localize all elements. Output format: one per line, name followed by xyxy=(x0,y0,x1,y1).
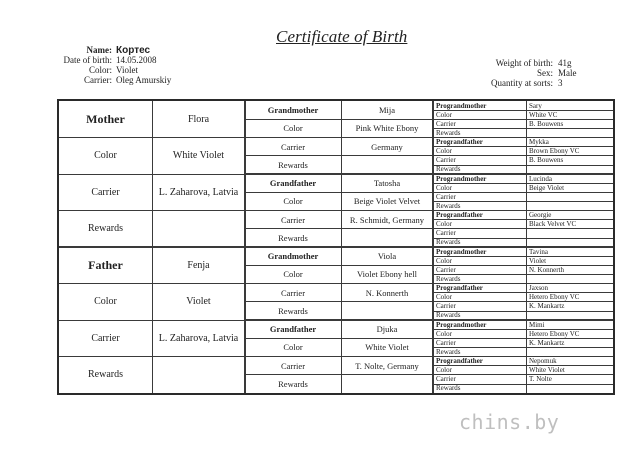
grandparent-color-label: Color xyxy=(283,196,303,207)
grandparent-role-value: Tatosha xyxy=(373,178,401,189)
carrier-row xyxy=(57,75,171,85)
greatgrandparent-carrier-value: B. Bouwens xyxy=(529,156,564,165)
greatgrandparent-rewards-label: Rewards xyxy=(436,165,461,174)
greatgrandparent-carrier-value: B. Bouwens xyxy=(529,119,564,128)
grandparent-color-label: Color xyxy=(283,123,303,134)
greatgrandparent-color-value: White VC xyxy=(529,110,558,119)
greatgrandparent-rewards-label: Rewards xyxy=(436,201,461,210)
grid-line xyxy=(433,384,613,385)
color-label: Color: xyxy=(88,65,112,75)
parent-carrier-label: Carrier xyxy=(91,186,120,198)
grandparent-role-label: Grandfather xyxy=(269,324,317,335)
carrier-value: Oleg Amurskiy xyxy=(116,75,172,85)
weight-value: 41g xyxy=(558,58,572,68)
grandparent-color-value: Violet Ebony hell xyxy=(357,269,417,280)
parent-carrier-value: L. Zaharova, Latvia xyxy=(158,186,239,198)
greatgrandparent-rewards-label: Rewards xyxy=(436,238,461,247)
quantity-row xyxy=(463,78,577,88)
grid-line xyxy=(433,374,613,375)
name-row xyxy=(57,45,171,55)
greatgrandparent-role-label: Prograndfather xyxy=(436,284,483,293)
greatgrandparent-carrier-value xyxy=(526,229,613,238)
parent-color-label: Color xyxy=(94,296,117,308)
greatgrandparent-rewards-value xyxy=(526,384,613,393)
greatgrandparent-color-value: Hetero Ebony VC xyxy=(529,293,580,302)
greatgrandparent-role-label: Prograndmother xyxy=(436,174,487,183)
greatgrandparent-role-value: Sary xyxy=(529,101,542,110)
weight-label: Weight of birth: xyxy=(495,58,553,68)
grid-line xyxy=(433,201,613,202)
grid-line xyxy=(433,137,613,138)
grandparent-carrier-label: Carrier xyxy=(280,214,306,225)
greatgrandparent-role-label: Prograndfather xyxy=(436,138,483,147)
grid-line xyxy=(433,283,613,284)
parent-role-label: Father xyxy=(88,257,123,272)
greatgrandparent-carrier-label: Carrier xyxy=(436,375,456,384)
greatgrandparent-carrier-label: Carrier xyxy=(436,338,456,347)
greatgrandparent-carrier-label: Carrier xyxy=(436,119,456,128)
grid-line xyxy=(433,338,613,339)
greatgrandparent-rewards-label: Rewards xyxy=(436,311,461,320)
grid-line xyxy=(245,283,433,284)
greatgrandparent-role-value: Jaxson xyxy=(529,284,549,293)
greatgrandparent-rewards-label: Rewards xyxy=(436,384,461,393)
greatgrandparent-color-value: Black Velvet VC xyxy=(529,220,577,229)
grandparent-carrier-label: Carrier xyxy=(280,287,306,298)
greatgrandparent-color-label: Color xyxy=(436,256,452,265)
parent-carrier-value: L. Zaharova, Latvia xyxy=(158,332,239,344)
grandparent-role-value: Djuka xyxy=(376,324,398,335)
dob-label: Date of birth: xyxy=(63,55,112,65)
animal-info-left xyxy=(57,45,171,85)
sex-value: Male xyxy=(558,68,577,78)
grandparent-role-value: Mija xyxy=(378,105,396,116)
parent-color-value: Violet xyxy=(186,296,211,308)
grandparent-carrier-label: Carrier xyxy=(280,141,306,152)
greatgrandparent-role-value: Lucinda xyxy=(529,174,552,183)
grandparent-rewards-label: Rewards xyxy=(278,305,308,316)
grandparent-color-value: Pink White Ebony xyxy=(355,123,419,134)
grid-line xyxy=(433,311,613,312)
parent-color-label: Color xyxy=(94,150,117,162)
grid-line xyxy=(433,365,613,366)
greatgrandparent-color-value: Hetero Ebony VC xyxy=(529,329,580,338)
greatgrandparent-carrier-value: K. Mankartz xyxy=(529,302,565,311)
grandparent-rewards-value xyxy=(341,302,433,320)
grid-line xyxy=(433,183,613,184)
parent-rewards-label: Rewards xyxy=(88,369,123,381)
grandparent-rewards-value xyxy=(341,229,433,247)
grid-line xyxy=(245,301,433,302)
greatgrandparent-role-value: Mimi xyxy=(529,320,545,329)
quantity-label: Quantity at sorts: xyxy=(491,78,553,88)
grid-line xyxy=(152,101,153,393)
grandparent-color-value: Beige Violet Velvet xyxy=(353,196,421,207)
grid-line xyxy=(433,192,613,193)
grandparent-rewards-value xyxy=(341,375,433,393)
quantity-value: 3 xyxy=(558,78,563,88)
greatgrandparent-color-label: Color xyxy=(436,147,452,156)
greatgrandparent-role-value: Tavina xyxy=(529,247,548,256)
grid-line xyxy=(433,292,613,293)
grandparent-carrier-value: R. Schmidt, Germany xyxy=(349,214,425,225)
grid-line xyxy=(433,274,613,275)
parent-rewards-value xyxy=(152,357,245,394)
grid-line xyxy=(245,338,433,339)
greatgrandparent-color-label: Color xyxy=(436,183,452,192)
grid-line xyxy=(433,210,613,211)
grid-line xyxy=(245,137,433,138)
greatgrandparent-color-label: Color xyxy=(436,220,452,229)
grid-line xyxy=(245,192,433,193)
grid-line xyxy=(245,356,433,357)
grid-line xyxy=(245,119,433,120)
greatgrandparent-role-label: Prograndfather xyxy=(436,357,483,366)
greatgrandparent-color-value: White Violet xyxy=(529,366,565,375)
greatgrandparent-color-value: Violet xyxy=(529,256,547,265)
greatgrandparent-carrier-label: Carrier xyxy=(436,192,456,201)
grid-line xyxy=(433,146,613,147)
dob-value: 14.05.2008 xyxy=(116,55,157,65)
grandparent-rewards-label: Rewards xyxy=(278,232,308,243)
grandparent-carrier-value: N. Konnerth xyxy=(365,287,409,298)
greatgrandparent-role-label: Prograndfather xyxy=(436,211,483,220)
animal-name: Кортес xyxy=(116,45,151,56)
grid-line xyxy=(245,155,433,156)
grid-line xyxy=(245,210,433,211)
sex-label: Sex: xyxy=(536,68,553,78)
grid-line xyxy=(433,219,613,220)
grid-line xyxy=(433,356,613,357)
greatgrandparent-color-value: Beige Violet xyxy=(529,183,565,192)
grid-line xyxy=(433,347,613,348)
greatgrandparent-color-value: Brown Ebony VC xyxy=(529,147,580,156)
grid-line xyxy=(245,374,433,375)
grandparent-rewards-value xyxy=(341,156,433,174)
pedigree-table xyxy=(57,99,615,395)
grandparent-rewards-label: Rewards xyxy=(278,378,308,389)
greatgrandparent-carrier-label: Carrier xyxy=(436,229,456,238)
grid-line xyxy=(433,228,613,229)
greatgrandparent-color-label: Color xyxy=(436,293,452,302)
greatgrandparent-carrier-value: K. Mankartz xyxy=(529,338,565,347)
parent-rewards-label: Rewards xyxy=(88,223,123,235)
grid-line xyxy=(433,110,613,111)
greatgrandparent-carrier-label: Carrier xyxy=(436,302,456,311)
grid-line xyxy=(341,101,342,393)
grandparent-role-label: Grandmother xyxy=(267,105,319,116)
grid-line xyxy=(433,155,613,156)
animal-info-right xyxy=(463,58,577,88)
greatgrandparent-color-label: Color xyxy=(436,366,452,375)
color-value: Violet xyxy=(116,65,138,75)
grandparent-carrier-label: Carrier xyxy=(280,360,306,371)
name-label: Name: xyxy=(86,45,112,55)
grandparent-color-value: White Violet xyxy=(365,342,409,353)
greatgrandparent-role-label: Prograndmother xyxy=(436,247,487,256)
grid-line xyxy=(59,246,613,248)
grid-line xyxy=(432,101,434,393)
greatgrandparent-role-value: Nepomuk xyxy=(529,357,557,366)
grandparent-color-label: Color xyxy=(283,342,303,353)
grid-line xyxy=(245,265,433,266)
greatgrandparent-role-label: Prograndmother xyxy=(436,101,487,110)
greatgrandparent-carrier-value: T. Nolte xyxy=(529,375,552,384)
dob-row xyxy=(57,55,171,65)
grandparent-rewards-label: Rewards xyxy=(278,159,308,170)
grandparent-role-label: Grandmother xyxy=(267,251,319,262)
greatgrandparent-carrier-label: Carrier xyxy=(436,265,456,274)
grid-line xyxy=(433,301,613,302)
grid-line xyxy=(244,101,246,393)
weight-row xyxy=(463,58,577,68)
grandparent-role-label: Grandfather xyxy=(269,178,317,189)
watermark: chins.by xyxy=(459,410,560,434)
grandparent-carrier-value: T. Nolte, Germany xyxy=(355,360,419,371)
greatgrandparent-color-label: Color xyxy=(436,110,452,119)
grid-line xyxy=(433,238,613,239)
grandparent-color-label: Color xyxy=(283,269,303,280)
grid-line xyxy=(433,329,613,330)
parent-color-value: White Violet xyxy=(172,150,225,162)
color-row xyxy=(57,65,171,75)
parent-carrier-label: Carrier xyxy=(91,332,120,344)
certificate-title: Certificate of Birth xyxy=(276,27,408,46)
greatgrandparent-role-value: Georgie xyxy=(529,211,552,220)
carrier-label: Carrier: xyxy=(84,75,112,85)
parent-role-value: Fenja xyxy=(187,259,210,271)
grandparent-carrier-value: Germany xyxy=(371,141,403,152)
greatgrandparent-carrier-value: N. Konnerth xyxy=(529,265,564,274)
greatgrandparent-role-value: Mykka xyxy=(529,138,549,147)
parent-role-label: Mother xyxy=(86,111,125,126)
greatgrandparent-rewards-label: Rewards xyxy=(436,128,461,137)
greatgrandparent-carrier-value xyxy=(526,192,613,201)
parent-rewards-value xyxy=(152,211,245,248)
parent-role-value: Flora xyxy=(187,113,210,125)
grid-line xyxy=(245,228,433,229)
grid-line xyxy=(526,101,527,393)
grid-line xyxy=(433,128,613,129)
grid-line xyxy=(433,265,613,266)
greatgrandparent-rewards-label: Rewards xyxy=(436,274,461,283)
grid-line xyxy=(433,119,613,120)
grandparent-role-value: Viola xyxy=(377,251,397,262)
grid-line xyxy=(433,165,613,166)
greatgrandparent-color-label: Color xyxy=(436,329,452,338)
greatgrandparent-rewards-label: Rewards xyxy=(436,347,461,356)
sex-row xyxy=(463,68,577,78)
greatgrandparent-carrier-label: Carrier xyxy=(436,156,456,165)
greatgrandparent-role-label: Prograndmother xyxy=(436,320,487,329)
grid-line xyxy=(433,256,613,257)
